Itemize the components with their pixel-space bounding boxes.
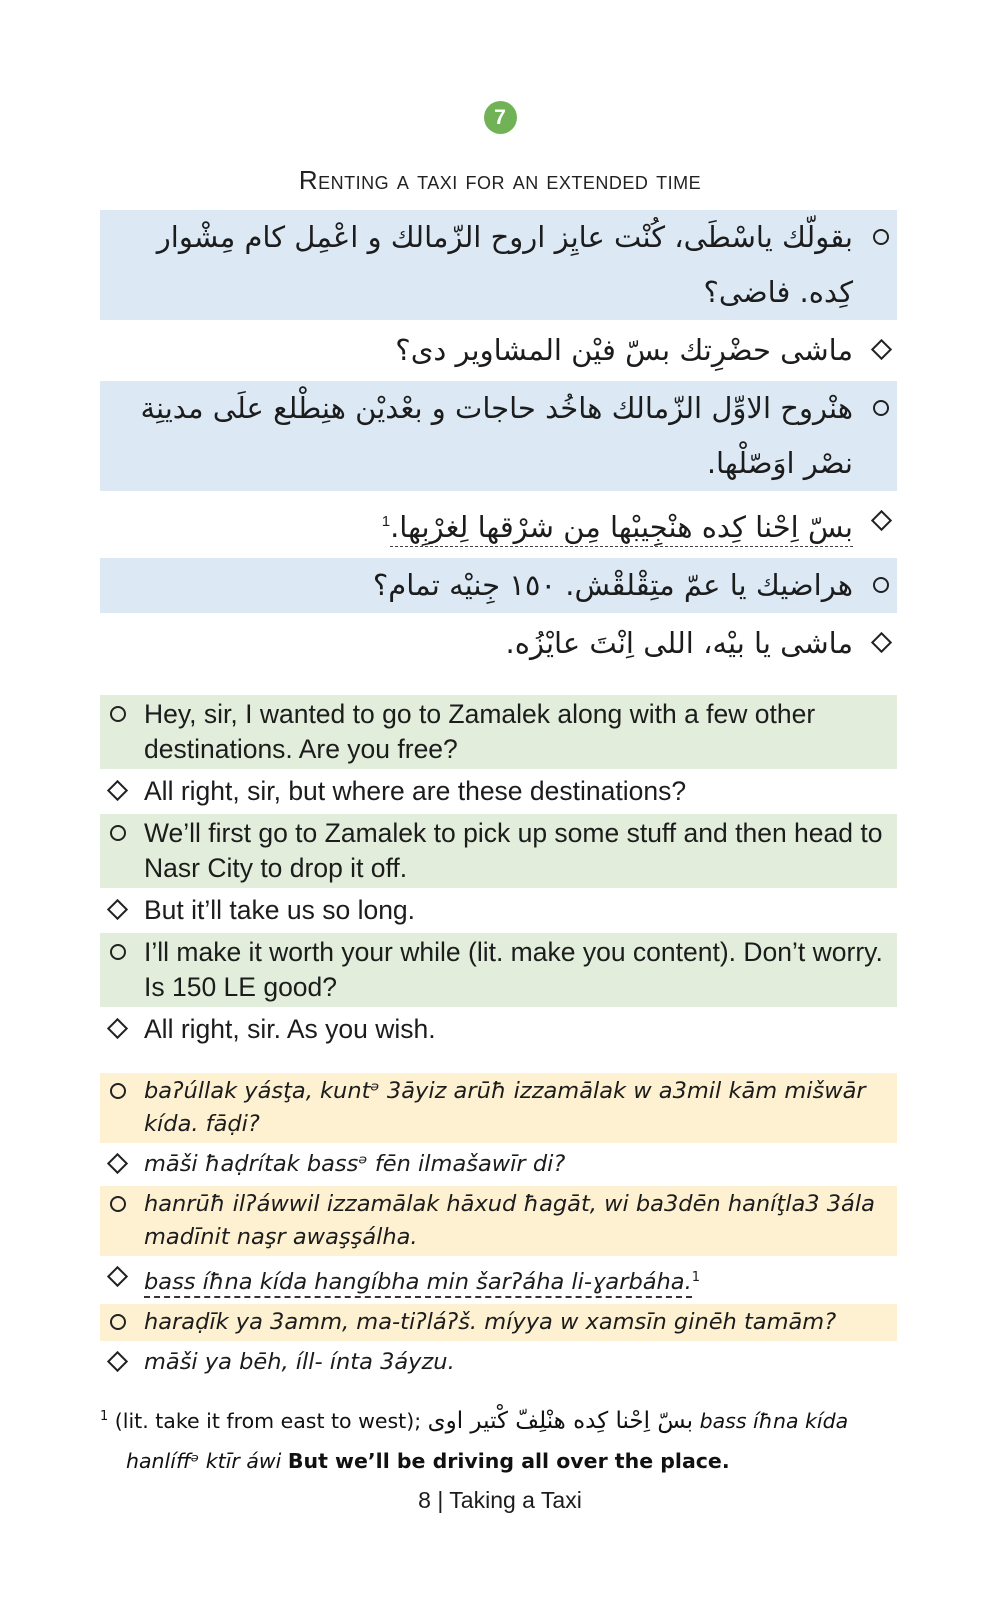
arabic-dialogue-row <box>100 494 897 555</box>
arabic-dialogue-section <box>100 210 897 671</box>
arabic-dialogue-row <box>100 616 897 671</box>
english-dialogue-row <box>100 695 897 769</box>
footnote-reference: 1 <box>381 513 391 530</box>
arabic-line: هراضيك يا عمّ متِقْلقْش. ١٥٠ جِنيْه تمام؟ <box>372 567 853 602</box>
diamond-marker-icon <box>853 616 889 671</box>
english-line: All right, sir. As you wish. <box>144 1013 436 1044</box>
footnoted-phrase: بسّ اِحْنا كِده هنْجِيبْها مِن شرْقها لِغرْبِها. <box>390 510 853 547</box>
english-line: All right, sir, but where are these destinations? <box>144 775 687 806</box>
circle-marker-icon <box>110 816 144 886</box>
footnoted-phrase: bass íħna kída hangíbha min šarʔáha li-ɣarbáha. <box>144 1269 692 1298</box>
english-line: I’ll make it worth your while (lit. make you content). Don’t worry. Is 150 LE good? <box>144 936 883 1002</box>
footnote-marker: 1 <box>100 1409 109 1425</box>
footnote-reference: 1 <box>691 1269 701 1285</box>
circle-marker-icon <box>110 1188 144 1254</box>
diamond-marker-icon <box>110 893 144 928</box>
transliteration-row <box>100 1186 897 1256</box>
transliteration-line: hanrūħ ilʔáwwil izzamālak hāxud ħagāt, wi ba3dēn haníţla3 3ála madīnit naşr awaşşálha. <box>144 1190 875 1250</box>
arabic-dialogue-row <box>100 210 897 320</box>
arabic-dialogue-row <box>100 381 897 491</box>
footnote-arabic-phrase: بسّ اِحْنا كِده هنْلِفّ كْتير اوى <box>427 1407 694 1434</box>
english-dialogue-row <box>100 772 897 811</box>
footnote-transliteration: bass íħna kída hanlíffᵊ ktīr áwi <box>126 1408 849 1473</box>
diamond-marker-icon <box>110 1148 144 1181</box>
page-footer: 8 | Taking a Taxi <box>418 1487 582 1513</box>
arabic-dialogue-row <box>100 323 897 378</box>
transliteration-line: haraḍīk ya 3amm, ma-tiʔláʔš. míyya w xamsīn ginēh tamām? <box>144 1309 837 1336</box>
english-dialogue-row <box>100 814 897 888</box>
diamond-marker-icon <box>110 1346 144 1379</box>
transliteration-section <box>100 1073 897 1382</box>
arabic-line: هنْروح الاوِّل الزّمالك هاخُد حاجات و بعْديْن هنِطْلع علَى مدينِة نصْر اوَصّلْها. <box>140 391 853 480</box>
english-dialogue-row <box>100 891 897 930</box>
diamond-marker-icon <box>853 323 889 378</box>
footnote <box>100 1397 926 1481</box>
english-dialogue-section <box>100 695 897 1049</box>
arabic-dialogue-row <box>100 558 897 613</box>
chapter-number-badge <box>484 101 517 134</box>
transliteration-row <box>100 1259 897 1302</box>
english-line: Hey, sir, I wanted to go to Zamalek along with a few other destinations. Are you free? <box>144 698 816 764</box>
circle-marker-icon <box>110 697 144 767</box>
arabic-line: ماشى حضْرِتك بسّ فيْن المشاوير دى؟ <box>395 333 853 367</box>
transliteration-row <box>100 1073 897 1143</box>
diamond-marker-icon <box>110 774 144 809</box>
english-dialogue-row <box>100 933 897 1007</box>
diamond-marker-icon <box>110 1261 144 1300</box>
transliteration-row <box>100 1304 897 1341</box>
circle-marker-icon <box>853 381 889 491</box>
circle-marker-icon <box>853 210 889 320</box>
arabic-line: ماشى يا بيْه، اللى اِنْتَ عايْزُه. <box>505 625 853 660</box>
transliteration-row <box>100 1344 897 1381</box>
diamond-marker-icon <box>110 1012 144 1047</box>
diamond-marker-icon <box>853 494 889 555</box>
arabic-line: بقولّك ياسْطَى، كُنْت عايِز اروح الزّمالك و اعْمِل كام مِشْوار كِده. فاضى؟ <box>156 220 853 309</box>
transliteration-line-footnoted <box>144 1261 889 1300</box>
circle-marker-icon <box>853 558 889 613</box>
transliteration-line: māši ħaḍrítak bassᵊ fēn ilmašawīr di? <box>144 1150 566 1177</box>
circle-marker-icon <box>110 1075 144 1141</box>
english-dialogue-row <box>100 1010 897 1049</box>
transliteration-line: māši ya bēh, íll- ínta 3áyzu. <box>144 1349 455 1376</box>
english-line: We’ll first go to Zamalek to pick up some stuff and then head to Nasr City to drop it off. <box>144 817 883 883</box>
page-title: Renting a taxi for an extended time <box>298 165 702 195</box>
english-line: But it’ll take us so long. <box>144 894 416 925</box>
transliteration-row <box>100 1146 897 1183</box>
transliteration-line: baʔúllak yásţa, kuntᵊ 3āyiz arūħ izzamālak w a3mil kām mišwār kída. fāḍi? <box>144 1077 866 1137</box>
footnote-literal-translation: (lit. take it from east to west); <box>108 1408 428 1433</box>
arabic-line-footnoted <box>110 494 853 555</box>
footnote-english-translation: But we’ll be driving all over the place. <box>287 1448 730 1473</box>
circle-marker-icon <box>110 1306 144 1339</box>
chapter-number: 7 <box>494 105 506 129</box>
circle-marker-icon <box>110 935 144 1005</box>
